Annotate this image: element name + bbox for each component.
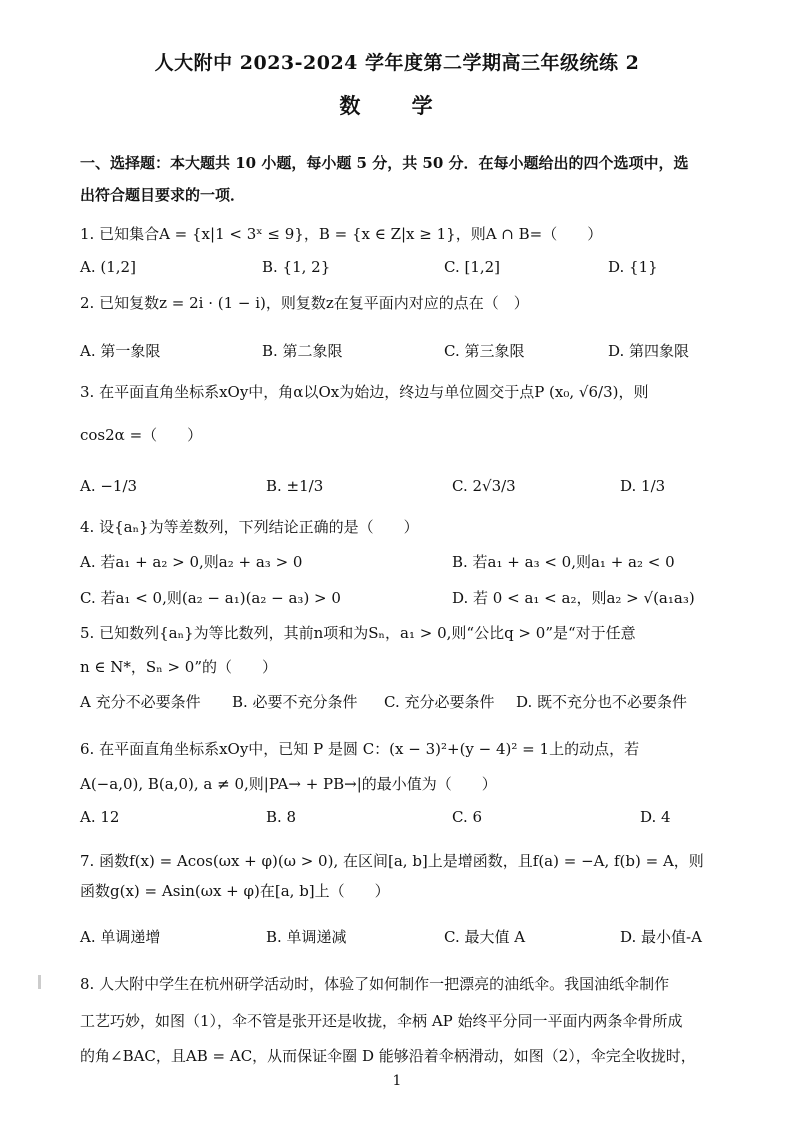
q1-option-a: A. (1,2] bbox=[80, 258, 136, 276]
question-4-stem: 4. 设{aₙ}为等差数列，下列结论正确的是（ ） bbox=[80, 518, 419, 536]
q5-option-d: D. 既不充分也不必要条件 bbox=[516, 693, 688, 711]
question-3-stem-line-1: 3. 在平面直角坐标系xOy中，角α以Ox为始边，终边与单位圆交于点P (x₀, √6/3)，则 bbox=[80, 383, 649, 401]
q2-option-a: A. 第一象限 bbox=[80, 342, 161, 360]
q4-option-c: C. 若a₁ < 0,则(a₂ − a₁)(a₂ − a₃) > 0 bbox=[80, 589, 341, 607]
q2-option-c: C. 第三象限 bbox=[444, 342, 525, 360]
q7-option-a: A. 单调递增 bbox=[80, 928, 161, 946]
q3-option-a: A. −1/3 bbox=[80, 477, 138, 495]
q1-option-c: C. [1,2] bbox=[444, 258, 501, 276]
exam-title: 人大附中 2023-2024 学年度第二学期高三年级统练 2 bbox=[154, 52, 640, 74]
question-1-stem: 1. 已知集合A = {x|1 < 3ˣ ≤ 9}，B = {x ∈ Z|x ≥ 1}，则A ∩ B=（ ） bbox=[80, 225, 603, 243]
question-6-stem-line-1: 6. 在平面直角坐标系xOy中，已知 P 是圆 C：(x − 3)²+(y − 4)² = 1上的动点，若 bbox=[80, 740, 640, 758]
subject-title: 数 学 bbox=[339, 93, 455, 118]
q2-option-b: B. 第二象限 bbox=[262, 342, 343, 360]
question-7-stem-line-1: 7. 函数f(x) = Acos(ωx + φ)(ω > 0), 在区间[a, b]上是增函数，且f(a) = −A, f(b) = A，则 bbox=[80, 852, 704, 870]
section-instructions-line-2: 出符合题目要求的一项． bbox=[80, 186, 246, 204]
question-8-line-3: 的角∠BAC，且AB = AC，从而保证伞圈 D 能够沿着伞柄滑动，如图（2），伞完全收拢时， bbox=[80, 1047, 696, 1065]
q6-option-b: B. 8 bbox=[266, 808, 297, 826]
q3-option-b: B. ±1/3 bbox=[266, 477, 324, 495]
margin-mark bbox=[38, 975, 41, 989]
section-instructions-line-1: 一、选择题：本大题共 10 小题，每小题 5 分，共 50 分．在每小题给出的四个选项中，选 bbox=[80, 154, 689, 172]
question-5-stem-line-1: 5. 已知数列{aₙ}为等比数列，其前n项和为Sₙ，a₁ > 0,则“公比q > 0”是“对于任意 bbox=[80, 624, 636, 642]
question-3-stem-line-2: cos2α =（ ） bbox=[80, 426, 203, 444]
question-6-stem-line-2: A(−a,0), B(a,0), a ≠ 0,则|PA→ + PB→|的最小值为（ ） bbox=[80, 775, 497, 793]
q2-option-d: D. 第四象限 bbox=[608, 342, 690, 360]
question-2-stem: 2. 已知复数z = 2i · (1 − i)，则复数z在复平面内对应的点在（ ） bbox=[80, 294, 529, 312]
q6-option-a: A. 12 bbox=[80, 808, 120, 826]
q4-option-d: D. 若 0 < a₁ < a₂，则a₂ > √(a₁a₃) bbox=[452, 589, 695, 607]
question-7-stem-line-2: 函数g(x) = Asin(ωx + φ)在[a, b]上（ ） bbox=[80, 882, 390, 900]
q7-option-c: C. 最大值 A bbox=[444, 928, 526, 946]
q6-option-c: C. 6 bbox=[452, 808, 483, 826]
q1-option-d: D. {1} bbox=[608, 258, 658, 276]
page-number: 1 bbox=[392, 1073, 402, 1089]
question-8-line-1: 8. 人大附中学生在杭州研学活动时，体验了如何制作一把漂亮的油纸伞。我国油纸伞制作 bbox=[80, 975, 670, 993]
q4-option-b: B. 若a₁ + a₃ < 0,则a₁ + a₂ < 0 bbox=[452, 553, 675, 571]
q7-option-b: B. 单调递减 bbox=[266, 928, 347, 946]
q1-option-b: B. {1, 2} bbox=[262, 258, 331, 276]
question-5-stem-line-2: n ∈ N*，Sₙ > 0”的（ ） bbox=[80, 658, 278, 676]
q3-option-c: C. 2√3/3 bbox=[452, 477, 516, 495]
question-8-line-2: 工艺巧妙，如图（1），伞不管是张开还是收拢，伞柄 AP 始终平分同一平面内两条伞骨所成 bbox=[80, 1012, 683, 1030]
q4-option-a: A. 若a₁ + a₂ > 0,则a₂ + a₃ > 0 bbox=[80, 553, 303, 571]
q5-option-a: A 充分不必要条件 bbox=[80, 693, 201, 711]
q3-option-d: D. 1/3 bbox=[620, 477, 666, 495]
q5-option-c: C. 充分必要条件 bbox=[384, 693, 495, 711]
q6-option-d: D. 4 bbox=[640, 808, 671, 826]
q5-option-b: B. 必要不充分条件 bbox=[232, 693, 358, 711]
q7-option-d: D. 最小值-A bbox=[620, 928, 702, 946]
